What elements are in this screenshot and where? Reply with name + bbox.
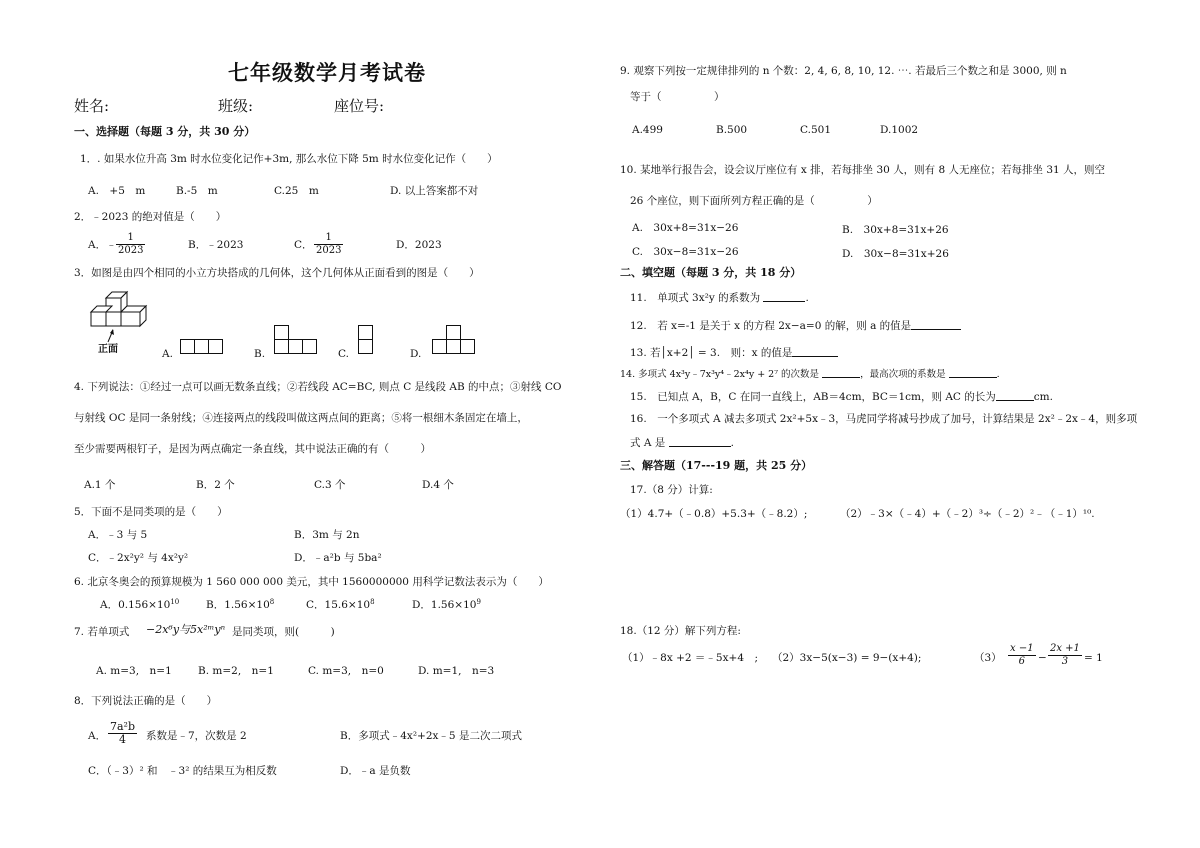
answer-blank — [792, 345, 838, 357]
q1-option-b: B.-5 m — [176, 185, 218, 197]
question-4-line-3: 至少需要两根钉子，是因为两点确定一条直线，其中说法正确的有（ ） — [74, 443, 431, 455]
question-5: 5．下面不是同类项的是（ ） — [74, 506, 228, 518]
fraction-denominator: 3 — [1061, 656, 1069, 667]
question-16-line-2: 式 A 是 . — [630, 437, 734, 449]
fraction-numerator: x −1 — [1010, 643, 1034, 654]
square-cell — [288, 339, 303, 354]
q1-option-c: C.25 m — [274, 185, 319, 197]
front-view-label: 正面 — [98, 344, 118, 355]
q10-option-a: A. 30x+8=31x−26 — [632, 222, 739, 234]
square-cell — [274, 339, 289, 354]
fraction-numerator: 1 — [116, 232, 145, 245]
q7-option-d: D. m=1, n=3 — [418, 665, 495, 677]
q7-option-b: B. m=2, n=1 — [198, 665, 274, 677]
question-7-expression: −2x⁶y与5x²ᵐyⁿ — [146, 623, 226, 636]
question-8: 8．下列说法正确的是（ ） — [74, 695, 218, 707]
question-14: 14. 多项式 4x³y﹣7x³y⁴﹣2x⁴y + 2⁷ 的次数是 ，最高次项的系数是 . — [620, 366, 1000, 382]
square-cell — [194, 339, 209, 354]
q4-option-a: A.1 个 — [84, 479, 116, 491]
square-cell — [208, 339, 223, 354]
q17-part-1: （1）4.7+（﹣0.8）+5.3+（﹣8.2）; — [620, 508, 808, 520]
question-12: 12. 若 x=-1 是关于 x 的方程 2x−a=0 的解，则 a 的值是 — [630, 318, 961, 333]
square-cell — [446, 325, 461, 340]
question-16-line-1: 16. 一个多项式 A 减去多项式 2x²+5x﹣3，马虎同学将减号抄成了加号，计算结果是 2x²﹣2x﹣4，则多项 — [630, 413, 1138, 425]
q2-option-b: B．﹣2023 — [188, 239, 244, 251]
answer-blank — [996, 389, 1034, 401]
q3-option-a-label: A. — [162, 348, 173, 360]
question-6: 6. 北京冬奥会的预算规模为 1 560 000 000 美元，其中 1560000000 用科学记数法表示为（ ） — [74, 576, 549, 588]
square-cell — [446, 339, 461, 354]
q8-option-a-text: 系数是﹣7，次数是 2 — [146, 730, 247, 742]
fraction-numerator: 7a²b — [110, 720, 136, 733]
fraction-denominator: 2023 — [118, 245, 144, 256]
q18-minus-sign: − — [1038, 652, 1047, 664]
q2-option-c-fraction — [314, 232, 343, 257]
q18-fraction-1 — [1008, 643, 1036, 668]
page-title: 七年级数学月考试卷 — [228, 60, 426, 85]
question-2: 2．﹣2023 的绝对值是（ ） — [74, 211, 227, 223]
q8-option-b: B．多项式﹣4x²+2x﹣5 是二次二项式 — [340, 730, 522, 742]
square-cell — [358, 325, 373, 340]
question-7-prefix: 7. 若单项式 — [74, 626, 130, 638]
seat-label: 座位号: — [334, 97, 385, 115]
question-18: 18.（12 分）解下列方程: — [620, 625, 741, 637]
question-13: 13. 若│x+2│ = 3. 则：x 的值是 — [630, 345, 838, 360]
q2-option-c: C． — [294, 239, 313, 251]
q18-part-3-label: （3） — [974, 652, 1002, 664]
q9-option-c: C.501 — [800, 124, 832, 136]
q8-option-c: C．（﹣3）² 和 ﹣3² 的结果互为相反数 — [88, 765, 277, 777]
name-label: 姓名: — [74, 97, 110, 115]
question-3: 3．如图是由四个相同的小立方块搭成的几何体，这个几何体从正面看到的图是（ ） — [74, 267, 480, 279]
fraction-numerator: 2x +1 — [1050, 643, 1080, 654]
question-15: 15. 已知点 A，B，C 在同一直线上，AB＝4cm，BC＝1cm，则 AC 的长为 cm. — [630, 391, 1053, 403]
square-cell — [274, 325, 289, 340]
q8-option-a-prefix: A． — [88, 730, 107, 742]
q3-option-c-label: C. — [338, 348, 349, 360]
class-label: 班级: — [218, 97, 254, 115]
q5-option-d: D．﹣a²b 与 5ba² — [294, 552, 382, 564]
q2-option-d: D．2023 — [396, 239, 442, 251]
question-11: 11. 单项式 3x²y 的系数为 . — [630, 292, 809, 304]
question-10-line-1: 10. 某地举行报告会，设会议厅座位有 x 排，若每排坐 30 人，则有 8 人无座位；若每排坐 31 人，则空 — [620, 164, 1106, 176]
square-cell — [432, 339, 447, 354]
q9-option-d: D.1002 — [880, 124, 919, 136]
q10-option-b: B. 30x+8=31x+26 — [842, 224, 949, 236]
q4-option-d: D.4 个 — [422, 479, 454, 491]
question-4-line-2: 与射线 OC 是同一条射线；④连接两点的线段叫做这两点间的距离；⑤将一根细木条固定在墙上， — [74, 412, 528, 424]
q6-option-d: D．$1.56\times 10^9$ — [412, 598, 481, 611]
section-fill-heading: 二、填空题（每题 3 分，共 18 分） — [620, 266, 802, 279]
q6-option-a: A．$0.156\times 10^{10}$ — [100, 598, 180, 611]
question-10-line-2: 26 个座位，则下面所列方程正确的是（ ） — [630, 195, 878, 207]
q4-option-c: C.3 个 — [314, 479, 346, 491]
fraction-denominator: 2023 — [316, 245, 342, 256]
square-cell — [358, 339, 373, 354]
q7-option-c: C. m=3, n=0 — [308, 665, 384, 677]
q3-option-d-label: D. — [410, 348, 422, 360]
question-9-line-1: 9. 观察下列按一定规律排列的 n 个数：2, 4, 6, 8, 10, 12. ⋯. 若最后三个数之和是 3000, 则 n — [620, 65, 1067, 77]
cube-solid-figure — [86, 286, 156, 352]
fraction-denominator: 4 — [119, 733, 126, 746]
q5-option-b: B．3m 与 2n — [294, 529, 360, 541]
q2-option-a: A．﹣ — [88, 239, 117, 251]
q5-option-a: A．﹣3 与 5 — [88, 529, 148, 541]
answer-blank — [949, 366, 997, 378]
q3-option-b-label: B. — [254, 348, 266, 360]
answer-blank — [669, 435, 731, 447]
q18-equals-one: = 1 — [1084, 652, 1103, 664]
question-7-suffix: 是同类项，则( ) — [232, 626, 335, 638]
q9-option-a: A.499 — [632, 124, 663, 136]
q8-option-a-fraction — [108, 721, 137, 746]
fraction-denominator: 6 — [1018, 656, 1025, 667]
q1-option-d: D. 以上答案都不对 — [390, 185, 479, 197]
q6-option-c: C．$15.6\times 10^8$ — [306, 598, 375, 611]
q17-part-2: （2）﹣3×（﹣4）+（﹣2）³÷（﹣2）²﹣（﹣1）¹⁰. — [840, 508, 1095, 520]
fraction-numerator: 1 — [314, 232, 343, 245]
section-solve-heading: 三、解答题（17---19 题，共 25 分） — [620, 459, 813, 472]
arrow-head-icon — [110, 329, 114, 335]
q5-option-c: C．﹣2x²y² 与 4x²y² — [88, 552, 189, 564]
question-1: 1．. 如果水位升高 3m 时水位变化记作+3m, 那么水位下降 5m 时水位变化记作（ ） — [80, 153, 498, 165]
answer-blank — [822, 366, 860, 378]
square-cell — [302, 339, 317, 354]
q4-option-b: B．2 个 — [196, 479, 235, 491]
q18-part-1: （1）﹣8x +2 ＝﹣5x+4 ; — [622, 652, 759, 664]
q10-option-d: D. 30x−8=31x+26 — [842, 248, 949, 260]
answer-blank — [763, 290, 805, 302]
q10-option-c: C. 30x−8=31x−26 — [632, 246, 739, 258]
question-4-line-1: 4. 下列说法：①经过一点可以画无数条直线；②若线段 AC=BC, 则点 C 是线段 AB 的中点；③射线 CO — [74, 381, 562, 393]
answer-blank — [911, 318, 961, 330]
question-9-line-2: 等于（ ） — [630, 91, 725, 103]
q1-option-a: A. +5 m — [88, 185, 146, 197]
square-cell — [460, 339, 475, 354]
section-choice-heading: 一、选择题（每题 3 分，共 30 分） — [74, 125, 256, 138]
q8-option-d: D．﹣a 是负数 — [340, 765, 411, 777]
q2-option-a-fraction — [116, 232, 145, 257]
q9-option-b: B.500 — [716, 124, 748, 136]
q18-part-2: （2）3x−5(x−3) = 9−(x+4); — [772, 652, 922, 664]
question-17: 17.（8 分）计算: — [630, 484, 713, 496]
q18-fraction-2 — [1048, 643, 1082, 668]
q6-option-b: B．$1.56\times 10^8$ — [206, 598, 275, 611]
q7-option-a: A. m=3, n=1 — [96, 665, 172, 677]
square-cell — [180, 339, 195, 354]
